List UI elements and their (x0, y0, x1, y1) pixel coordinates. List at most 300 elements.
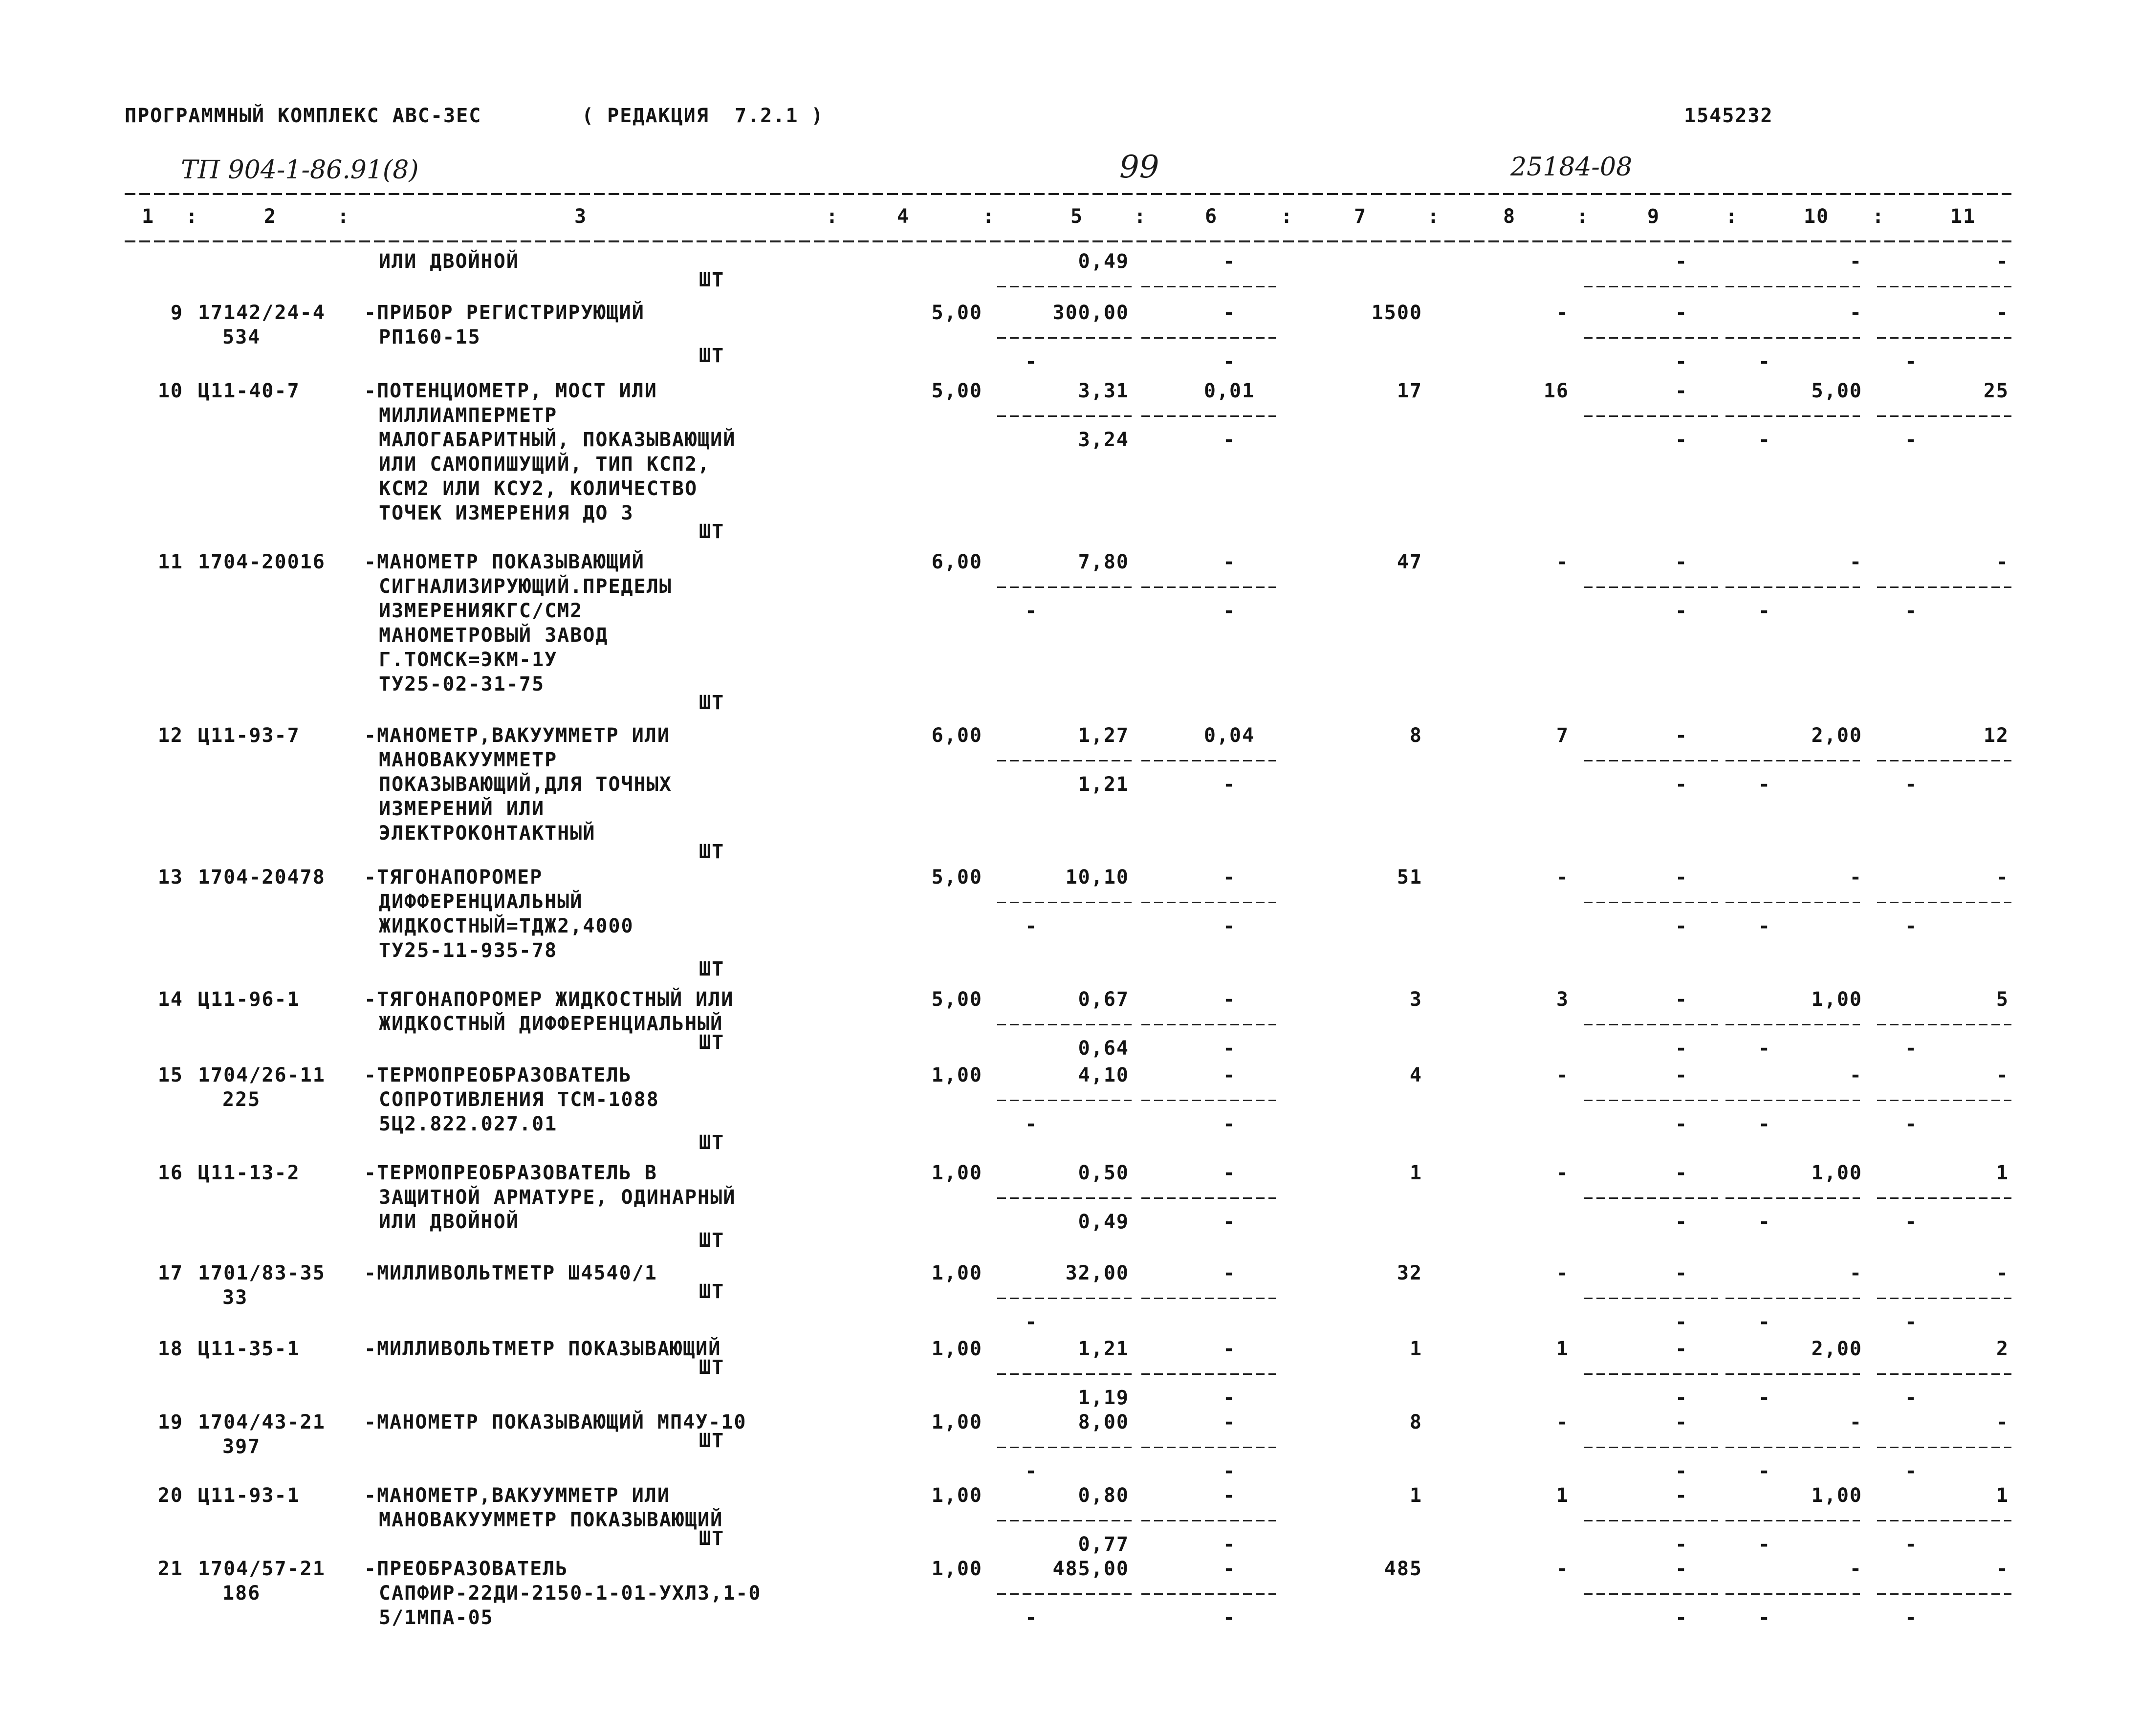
cell-qty: 5,00 (931, 302, 983, 324)
column-header-4: 4 (897, 205, 910, 228)
column-header-9: 9 (1647, 205, 1660, 228)
cell-c10b: - (1758, 1387, 1771, 1409)
cell-c10b: - (1758, 1037, 1771, 1060)
cell-c5a: 300,00 (1052, 302, 1129, 324)
item-name-line: ИЗМЕРЕНИЯКГС/СМ2 (379, 600, 583, 622)
cell-c9a: - (1675, 1484, 1688, 1507)
cell-separator-line (997, 286, 1132, 287)
item-code: 1704/43-21 (198, 1411, 326, 1433)
cell-qty: 6,00 (931, 724, 983, 747)
cell-c9b: - (1675, 1460, 1688, 1482)
cell-c5a: 485,00 (1052, 1558, 1129, 1580)
item-name-line: -МИЛЛИВОЛЬТМЕТР Ш4540/1 (364, 1262, 657, 1284)
cell-separator-line (1584, 902, 1718, 903)
cell-c10b: - (1758, 429, 1771, 451)
row-number: 9 (170, 302, 183, 324)
row-number: 14 (157, 988, 183, 1011)
cell-separator-line (1584, 760, 1718, 761)
cell-separator-line (1725, 1520, 1860, 1521)
cell-c11a: 5 (1996, 988, 2009, 1011)
cell-c9a: - (1675, 250, 1688, 273)
cell-separator-line (1141, 286, 1276, 287)
item-name-line: -ПРИБОР РЕГИСТРИРУЮЩИЙ (364, 302, 645, 324)
item-name-line: СОПРОТИВЛЕНИЯ ТСМ-1088 (379, 1088, 659, 1111)
cell-separator-line (1141, 1373, 1276, 1375)
cell-c11b: - (1904, 773, 1918, 796)
column-separator: : (1427, 205, 1441, 228)
item-code: 1704-20016 (198, 551, 326, 573)
cell-separator-line (1877, 1024, 2011, 1025)
cell-c7: 4 (1409, 1064, 1422, 1086)
cell-c8: 1 (1556, 1484, 1569, 1507)
unit-label: ШТ (699, 841, 725, 863)
cell-separator-line (997, 337, 1132, 339)
cell-separator-line (1877, 1197, 2011, 1199)
cell-c11b: - (1904, 600, 1918, 622)
unit-label: ШТ (699, 345, 725, 367)
item-code: 534 (222, 326, 261, 348)
cell-c9b: - (1675, 1037, 1688, 1060)
cell-c11b: - (1904, 1037, 1918, 1060)
cell-c5b: - (1025, 1311, 1038, 1333)
cell-separator-line (1584, 1197, 1718, 1199)
unit-label: ШТ (699, 1430, 725, 1452)
cell-c6b: - (1223, 1606, 1236, 1629)
cell-separator-line (1141, 586, 1276, 588)
unit-label: ШТ (699, 692, 725, 714)
cell-c5a: 7,80 (1078, 551, 1129, 573)
item-name-line: -ПРЕОБРАЗОВАТЕЛЬ (364, 1558, 568, 1580)
cell-c10b: - (1758, 1113, 1771, 1135)
cell-c5a: 10,10 (1065, 866, 1129, 889)
cell-separator-line (1877, 1520, 2011, 1521)
cell-c9b: - (1675, 915, 1688, 937)
cell-c7: 8 (1409, 1411, 1422, 1433)
cell-separator-line (1141, 415, 1276, 417)
cell-c10b: - (1758, 1211, 1771, 1233)
cell-c11b: - (1904, 1606, 1918, 1629)
cell-c11b: - (1904, 350, 1918, 373)
cell-c6b: - (1223, 1113, 1236, 1135)
cell-c10a: 1,00 (1811, 988, 1862, 1011)
row-number: 21 (157, 1558, 183, 1580)
cell-c10b: - (1758, 773, 1771, 796)
cell-separator-line (1725, 760, 1860, 761)
cell-qty: 1,00 (931, 1262, 983, 1284)
cell-separator-line (997, 1298, 1132, 1299)
cell-separator-line (1877, 415, 2011, 417)
cell-c5a: 0,49 (1078, 250, 1129, 273)
item-name-line: ИЛИ ДВОЙНОЙ (379, 1211, 519, 1233)
cell-c8: 3 (1556, 988, 1569, 1011)
item-name-line: ДИФФЕРЕНЦИАЛЬНЫЙ (379, 890, 583, 913)
cell-c5b: - (1025, 915, 1038, 937)
cell-separator-line (1725, 1197, 1860, 1199)
item-name-line: ТУ25-11-935-78 (379, 939, 558, 962)
item-code: 1704/57-21 (198, 1558, 326, 1580)
cell-c11a: - (1996, 1262, 2009, 1284)
item-name-line: -ПОТЕНЦИОМЕТР, МОСТ ИЛИ (364, 380, 657, 402)
item-name-line: МИЛЛИАМПЕРМЕТР (379, 404, 558, 427)
cell-c11a: - (1996, 1411, 2009, 1433)
cell-separator-line (1141, 1520, 1276, 1521)
cell-c9a: - (1675, 1064, 1688, 1086)
cell-c5a: 3,31 (1078, 380, 1129, 402)
item-name-line: ЖИДКОСТНЫЙ ДИФФЕРЕНЦИАЛЬНЫЙ (379, 1013, 723, 1035)
cell-separator-line (1584, 1447, 1718, 1448)
cell-c6a: - (1223, 551, 1236, 573)
cell-qty: 1,00 (931, 1338, 983, 1360)
cell-c5b: - (1025, 1113, 1038, 1135)
column-separator: : (983, 205, 996, 228)
item-code: Ц11-40-7 (198, 380, 300, 402)
cell-c10b: - (1758, 1311, 1771, 1333)
program-title: ПРОГРАММНЫЙ КОМПЛЕКС АВС-3ЕС (125, 105, 482, 127)
cell-c6a: - (1223, 988, 1236, 1011)
cell-c11a: - (1996, 1064, 2009, 1086)
cell-c5b: 0,64 (1078, 1037, 1129, 1060)
item-name-line: -МАНОМЕТР ПОКАЗЫВАЮЩИЙ (364, 551, 645, 573)
row-number: 17 (157, 1262, 183, 1284)
cell-c8: - (1556, 1262, 1569, 1284)
cell-c11a: 12 (1983, 724, 2009, 747)
cell-c8: - (1556, 302, 1569, 324)
cell-c11b: - (1904, 1211, 1918, 1233)
cell-c7: 32 (1397, 1262, 1422, 1284)
cell-separator-line (997, 1520, 1132, 1521)
cell-separator-line (1725, 902, 1860, 903)
item-name-line: ЖИДКОСТНЫЙ=ТДЖ2,4000 (379, 915, 634, 937)
cell-separator-line (1584, 1520, 1718, 1521)
cell-c6a: - (1223, 1262, 1236, 1284)
cell-qty: 1,00 (931, 1064, 983, 1086)
cell-c9a: - (1675, 724, 1688, 747)
cell-c8: - (1556, 1162, 1569, 1184)
project-code-handwritten: ТП 904-1-86.91(8) (181, 155, 419, 185)
cell-qty: 1,00 (931, 1162, 983, 1184)
cell-c6b: - (1223, 915, 1236, 937)
cell-separator-line (1141, 1197, 1276, 1199)
item-name-line: 5/1МПА-05 (379, 1606, 494, 1629)
item-code: 33 (222, 1286, 248, 1309)
cell-c9a: - (1675, 302, 1688, 324)
cell-separator-line (1877, 586, 2011, 588)
row-number: 10 (157, 380, 183, 402)
cell-c11a: - (1996, 551, 2009, 573)
column-separator: : (826, 205, 839, 228)
unit-label: ШТ (699, 958, 725, 980)
item-code: 17142/24-4 (198, 302, 326, 324)
item-name-line: -МАНОМЕТР,ВАКУУММЕТР ИЛИ (364, 1484, 670, 1507)
column-separator: : (337, 205, 350, 228)
column-separator: : (1872, 205, 1885, 228)
cell-qty: 5,00 (931, 866, 983, 889)
cell-separator-line (1141, 1100, 1276, 1101)
cell-c11b: - (1904, 915, 1918, 937)
cell-c7: 8 (1409, 724, 1422, 747)
cell-c11a: 25 (1983, 380, 2009, 402)
cell-c10b: - (1758, 1460, 1771, 1482)
cell-c6a: - (1223, 1064, 1236, 1086)
cell-qty: 1,00 (931, 1411, 983, 1433)
cell-c10a: 1,00 (1811, 1484, 1862, 1507)
cell-c5a: 1,27 (1078, 724, 1129, 747)
cell-c6b: - (1223, 1460, 1236, 1482)
cell-separator-line (1725, 1447, 1860, 1448)
cell-separator-line (1584, 1593, 1718, 1595)
program-edition: ( РЕДАКЦИЯ 7.2.1 ) (582, 105, 824, 127)
cell-c5b: - (1025, 600, 1038, 622)
cell-c6a: 0,01 (1203, 380, 1255, 402)
item-name-line: МАНОВАКУУММЕТР (379, 749, 558, 771)
cell-c8: - (1556, 551, 1569, 573)
cell-c10b: - (1758, 350, 1771, 373)
cell-c11a: - (1996, 250, 2009, 273)
item-name-line: ПОКАЗЫВАЮЩИЙ,ДЛЯ ТОЧНЫХ (379, 773, 672, 796)
cell-c9a: - (1675, 1338, 1688, 1360)
page-number-handwritten: 99 (1119, 149, 1159, 185)
cell-c11b: - (1904, 1533, 1918, 1556)
row-number: 20 (157, 1484, 183, 1507)
item-name-line: ИЗМЕРЕНИЙ ИЛИ (379, 798, 545, 820)
column-header-5: 5 (1070, 205, 1084, 228)
unit-label: ШТ (699, 1280, 725, 1303)
cell-c8: - (1556, 1064, 1569, 1086)
row-number: 12 (157, 724, 183, 747)
cell-separator-line (1141, 337, 1276, 339)
item-code: Ц11-35-1 (198, 1338, 300, 1360)
cell-c10a: - (1849, 1064, 1862, 1086)
cell-c10a: 1,00 (1811, 1162, 1862, 1184)
header-top-rule (125, 193, 2011, 195)
cell-c10a: - (1849, 1411, 1862, 1433)
item-code: 1704/26-11 (198, 1064, 326, 1086)
cell-c5a: 0,80 (1078, 1484, 1129, 1507)
cell-c11a: 2 (1996, 1338, 2009, 1360)
cell-separator-line (1584, 1100, 1718, 1101)
unit-label: ШТ (699, 1356, 725, 1379)
column-separator: : (186, 205, 199, 228)
item-name-line: ИЛИ ДВОЙНОЙ (379, 250, 519, 273)
cell-c9b: - (1675, 600, 1688, 622)
cell-c7: 51 (1397, 866, 1422, 889)
column-separator: : (1576, 205, 1590, 228)
item-name-line: -МИЛЛИВОЛЬТМЕТР ПОКАЗЫВАЮЩИЙ (364, 1338, 721, 1360)
cell-separator-line (1725, 337, 1860, 339)
item-name-line: КСМ2 ИЛИ КСУ2, КОЛИЧЕСТВО (379, 477, 698, 500)
cell-c11b: - (1904, 429, 1918, 451)
cell-c7: 17 (1397, 380, 1422, 402)
cell-qty: 1,00 (931, 1484, 983, 1507)
cell-c9b: - (1675, 1606, 1688, 1629)
cell-c6a: - (1223, 250, 1236, 273)
item-name-line: СИГНАЛИЗИРУЮЩИЙ.ПРЕДЕЛЫ (379, 575, 672, 598)
cell-c5b: - (1025, 1460, 1038, 1482)
cell-separator-line (1877, 1298, 2011, 1299)
cell-separator-line (1725, 286, 1860, 287)
cell-c10a: - (1849, 302, 1862, 324)
cell-separator-line (1877, 760, 2011, 761)
cell-c5a: 0,67 (1078, 988, 1129, 1011)
item-name-line: -МАНОМЕТР ПОКАЗЫВАЮЩИЙ МП4У-10 (364, 1411, 747, 1433)
cell-c10a: 2,00 (1811, 724, 1862, 747)
cell-separator-line (1877, 902, 2011, 903)
unit-label: ШТ (699, 1527, 725, 1550)
cell-c5b: 0,77 (1078, 1533, 1129, 1556)
cell-c5a: 32,00 (1065, 1262, 1129, 1284)
item-code: 186 (222, 1582, 261, 1605)
document-number: 1545232 (1684, 105, 1773, 127)
cell-separator-line (1725, 415, 1860, 417)
cell-c11b: - (1904, 1113, 1918, 1135)
cell-c8: 7 (1556, 724, 1569, 747)
cell-c6b: - (1223, 1037, 1236, 1060)
item-code: Ц11-93-7 (198, 724, 300, 747)
cell-separator-line (1141, 760, 1276, 761)
cell-separator-line (1877, 1447, 2011, 1448)
cell-c6a: - (1223, 1484, 1236, 1507)
cell-c10a: - (1849, 1262, 1862, 1284)
cell-separator-line (997, 1100, 1132, 1101)
cell-c11b: - (1904, 1460, 1918, 1482)
cell-c9a: - (1675, 988, 1688, 1011)
cell-qty: 1,00 (931, 1558, 983, 1580)
cell-separator-line (1141, 1593, 1276, 1595)
item-code: 397 (222, 1435, 261, 1458)
cell-c6a: - (1223, 866, 1236, 889)
column-separator: : (1281, 205, 1294, 228)
item-name-line: -МАНОМЕТР,ВАКУУММЕТР ИЛИ (364, 724, 670, 747)
cell-c9b: - (1675, 1387, 1688, 1409)
cell-c5b: 0,49 (1078, 1211, 1129, 1233)
row-number: 15 (157, 1064, 183, 1086)
cell-c6a: 0,04 (1203, 724, 1255, 747)
cell-c6b: - (1223, 429, 1236, 451)
item-name-line: -ТЯГОНАПОРОМЕР (364, 866, 543, 889)
item-name-line: МАНОМЕТРОВЫЙ ЗАВОД (379, 624, 609, 647)
cell-c10a: - (1849, 551, 1862, 573)
unit-label: ШТ (699, 1131, 725, 1154)
cell-qty: 6,00 (931, 551, 983, 573)
cell-c8: - (1556, 866, 1569, 889)
cell-separator-line (1877, 1100, 2011, 1101)
cell-separator-line (1725, 1024, 1860, 1025)
cell-c10a: - (1849, 1558, 1862, 1580)
item-name-line: ТУ25-02-31-75 (379, 673, 545, 695)
cell-c7: 485 (1384, 1558, 1422, 1580)
cell-c11a: 1 (1996, 1162, 2009, 1184)
cell-c6a: - (1223, 1338, 1236, 1360)
item-name-line: Г.ТОМСК=ЭКМ-1У (379, 649, 558, 671)
cell-c9b: - (1675, 429, 1688, 451)
cell-separator-line (1584, 586, 1718, 588)
cell-c11b: - (1904, 1387, 1918, 1409)
cell-c9a: - (1675, 551, 1688, 573)
cell-separator-line (1584, 415, 1718, 417)
column-header-7: 7 (1354, 205, 1367, 228)
unit-label: ШТ (699, 521, 725, 543)
cell-c7: 47 (1397, 551, 1422, 573)
column-separator: : (1725, 205, 1739, 228)
row-number: 18 (157, 1338, 183, 1360)
cell-c11a: 1 (1996, 1484, 2009, 1507)
cell-separator-line (1725, 1593, 1860, 1595)
cell-separator-line (1725, 1298, 1860, 1299)
column-header-6: 6 (1205, 205, 1218, 228)
cell-separator-line (997, 1447, 1132, 1448)
cell-separator-line (1141, 1024, 1276, 1025)
cell-separator-line (997, 586, 1132, 588)
cell-c10b: - (1758, 600, 1771, 622)
unit-label: ШТ (699, 1031, 725, 1054)
cell-c10b: - (1758, 915, 1771, 937)
cell-c6b: - (1223, 1387, 1236, 1409)
unit-label: ШТ (699, 1229, 725, 1252)
cell-c6a: - (1223, 1411, 1236, 1433)
cell-c5b: 1,19 (1078, 1387, 1129, 1409)
item-name-line: ЭЛЕКТРОКОНТАКТНЫЙ (379, 822, 596, 845)
cell-separator-line (997, 1593, 1132, 1595)
unit-label: ШТ (699, 269, 725, 291)
cell-c6b: - (1223, 1533, 1236, 1556)
cell-c11a: - (1996, 1558, 2009, 1580)
cell-c5b: 1,21 (1078, 773, 1129, 796)
item-name-line: РП160-15 (379, 326, 481, 348)
item-code: Ц11-96-1 (198, 988, 300, 1011)
column-header-8: 8 (1503, 205, 1516, 228)
cell-c6b: - (1223, 773, 1236, 796)
cell-separator-line (1584, 337, 1718, 339)
column-separator: : (1134, 205, 1147, 228)
cell-separator-line (1877, 337, 2011, 339)
row-number: 11 (157, 551, 183, 573)
cell-separator-line (997, 760, 1132, 761)
cell-c6b: - (1223, 350, 1236, 373)
cell-c10a: 5,00 (1811, 380, 1862, 402)
column-header-1: 1 (142, 205, 155, 228)
cell-c9a: - (1675, 1411, 1688, 1433)
header-bottom-rule (125, 240, 2011, 242)
cell-c8: 16 (1543, 380, 1569, 402)
cell-c9b: - (1675, 350, 1688, 373)
cell-separator-line (1725, 1373, 1860, 1375)
item-code: Ц11-93-1 (198, 1484, 300, 1507)
column-header-10: 10 (1804, 205, 1830, 228)
item-name-line: ЗАЩИТНОЙ АРМАТУРЕ, ОДИНАРНЫЙ (379, 1186, 736, 1209)
item-name-line: ИЛИ САМОПИШУЩИЙ, ТИП КСП2, (379, 453, 711, 476)
cell-c9a: - (1675, 1162, 1688, 1184)
item-name-line: МАЛОГАБАРИТНЫЙ, ПОКАЗЫВАЮЩИЙ (379, 429, 736, 451)
item-name-line: МАНОВАКУУММЕТР ПОКАЗЫВАЮЩИЙ (379, 1509, 723, 1531)
cell-separator-line (1725, 1100, 1860, 1101)
cell-c9a: - (1675, 1558, 1688, 1580)
cell-qty: 5,00 (931, 380, 983, 402)
cell-c6a: - (1223, 302, 1236, 324)
cell-separator-line (1584, 1298, 1718, 1299)
cell-c7: 1500 (1371, 302, 1422, 324)
row-number: 19 (157, 1411, 183, 1433)
cell-separator-line (997, 1024, 1132, 1025)
cell-c9b: - (1675, 1311, 1688, 1333)
cell-c6b: - (1223, 600, 1236, 622)
cell-separator-line (1584, 1024, 1718, 1025)
cell-c11a: - (1996, 866, 2009, 889)
cell-c5b: - (1025, 1606, 1038, 1629)
cell-c11b: - (1904, 1311, 1918, 1333)
archive-number-handwritten: 25184-08 (1510, 152, 1633, 182)
column-header-2: 2 (264, 205, 277, 228)
cell-separator-line (1877, 1373, 2011, 1375)
